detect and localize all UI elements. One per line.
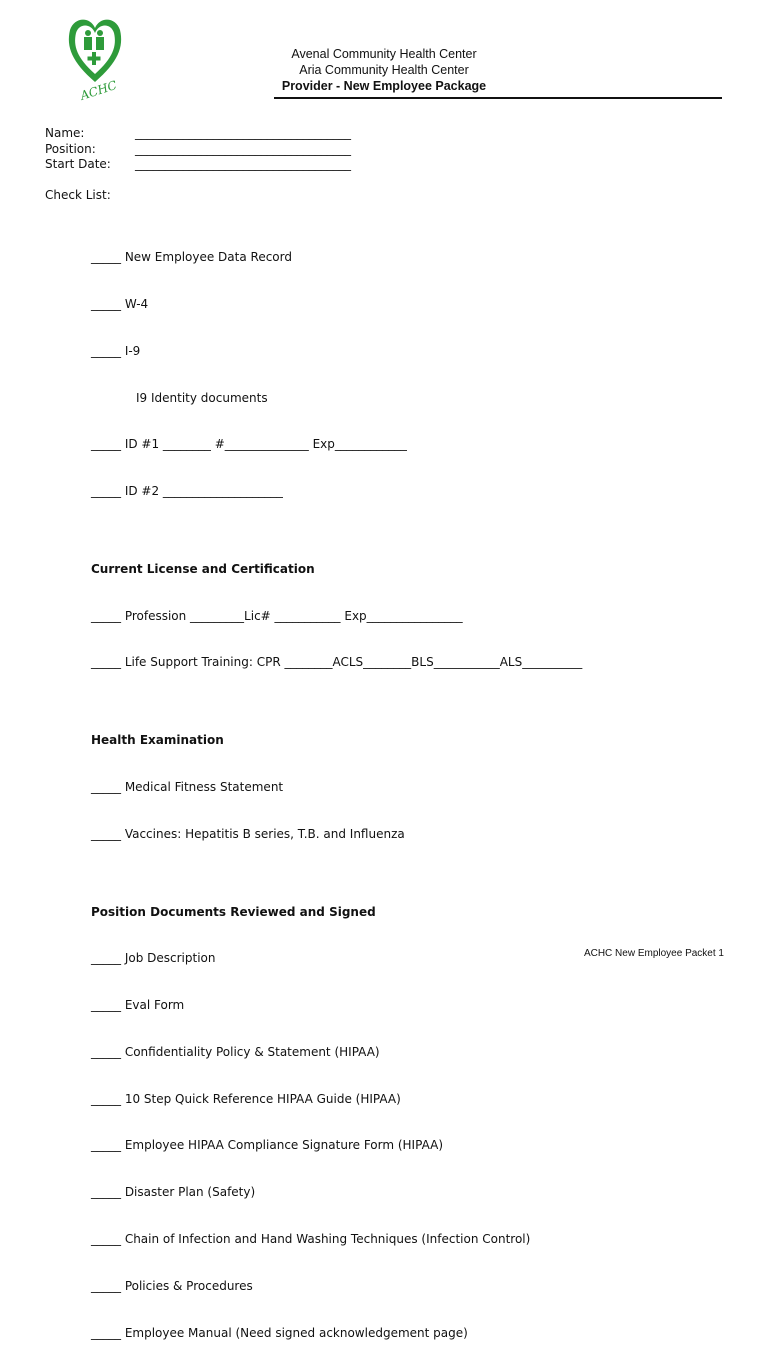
start-date-blank[interactable]: ____________________________________ xyxy=(135,157,351,172)
list-item[interactable]: _____ I-9 xyxy=(91,343,141,358)
start-date-label: Start Date: xyxy=(45,157,111,172)
list-item[interactable]: _____ Eval Form xyxy=(91,998,185,1013)
list-item[interactable]: _____ Policies & Procedures xyxy=(91,1278,253,1293)
list-item[interactable]: _____ 10 Step Quick Reference HIPAA Guide (HIPAA) xyxy=(91,1091,401,1106)
list-item[interactable]: _____ Employee HIPAA Compliance Signature Form (HIPAA) xyxy=(91,1138,444,1153)
document-header xyxy=(100,46,668,94)
org-name-1: Avenal Community Health Center xyxy=(291,47,477,61)
list-item[interactable]: _____ Job Description xyxy=(91,951,216,966)
position-blank[interactable]: ____________________________________ xyxy=(135,141,351,156)
org-name-2: Aria Community Health Center xyxy=(299,63,469,77)
position-field[interactable] xyxy=(45,142,351,158)
section-heading-health: Health Examination xyxy=(91,733,224,748)
list-item[interactable]: _____ W-4 xyxy=(91,296,149,311)
section-heading-license: Current License and Certification xyxy=(91,561,315,576)
list-item[interactable]: _____ Profession _________Lic# ___________ Exp________________ xyxy=(91,608,463,623)
list-item[interactable]: _____ Employee Manual (Need signed acknowledgement page) xyxy=(91,1325,468,1340)
name-blank[interactable]: ____________________________________ xyxy=(135,126,351,140)
employee-fields xyxy=(45,126,351,173)
start-date-field[interactable] xyxy=(45,157,351,173)
checklist-label: Check List: xyxy=(45,188,111,202)
logo-text: ACHC xyxy=(78,77,119,103)
document-title: Provider - New Employee Package xyxy=(281,79,487,93)
header-rule xyxy=(274,97,722,99)
list-item[interactable]: _____ Confidentiality Policy & Statement (HIPAA) xyxy=(91,1044,380,1059)
name-label: Name: xyxy=(45,126,85,140)
list-item-note: I9 Identity documents xyxy=(136,390,268,405)
checklist xyxy=(91,219,582,1357)
list-item[interactable]: _____ ID #1 ________ #______________ Exp____________ xyxy=(91,437,407,452)
list-item[interactable]: _____ ID #2 ____________________ xyxy=(91,484,283,499)
list-item[interactable]: _____ Disaster Plan (Safety) xyxy=(91,1185,256,1200)
list-item[interactable]: _____ Medical Fitness Statement xyxy=(91,779,284,794)
list-item[interactable]: _____ Life Support Training: CPR ________ACLS________BLS___________ALS__________ xyxy=(91,655,583,670)
name-field[interactable] xyxy=(45,126,351,142)
page-footer: ACHC New Employee Packet 1 xyxy=(583,948,724,959)
list-item[interactable]: _____ New Employee Data Record xyxy=(91,250,292,265)
list-item[interactable]: _____ Chain of Infection and Hand Washing Techniques (Infection Control) xyxy=(91,1231,531,1246)
position-label: Position: xyxy=(45,141,96,156)
section-heading-documents: Position Documents Reviewed and Signed xyxy=(91,904,376,919)
list-item[interactable]: _____ Vaccines: Hepatitis B series, T.B. and Influenza xyxy=(91,826,405,841)
